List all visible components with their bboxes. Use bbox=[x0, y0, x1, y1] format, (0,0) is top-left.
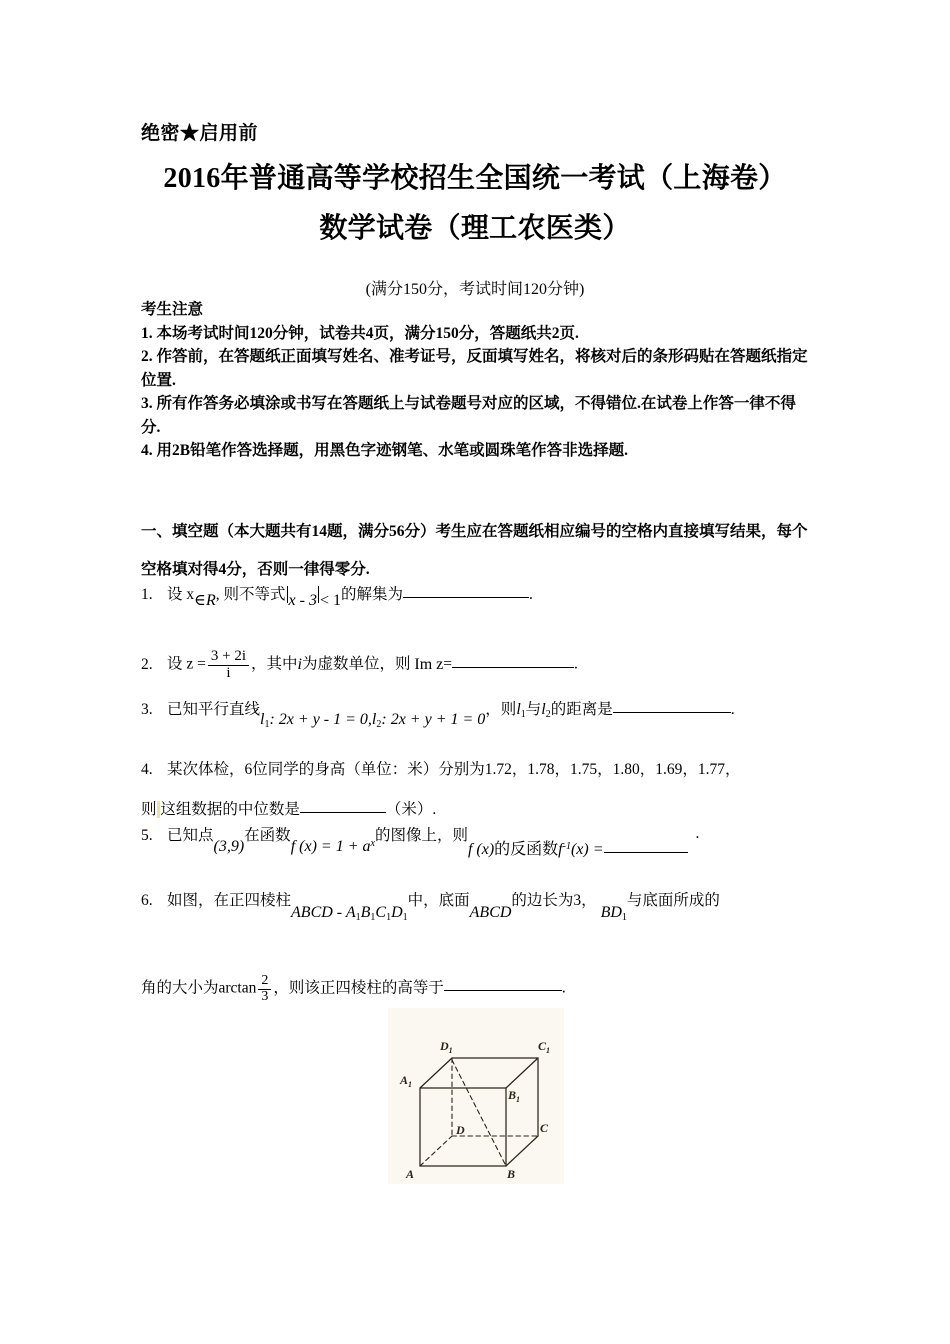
question-2-fraction bbox=[208, 649, 249, 682]
question-2-answer-blank[interactable] bbox=[452, 667, 574, 668]
notice-item-3: 3. 所有作答务必填涂或书写在答题纸上与试卷题号对应的区域，不得错位.在试卷上作答一律不得分. bbox=[141, 395, 796, 436]
question-6-text-b: 中，底面 bbox=[407, 892, 470, 909]
line1-symbol: l bbox=[260, 711, 265, 728]
question-1-text-c: 的解集为 bbox=[341, 586, 404, 603]
inverse-f: f bbox=[558, 841, 563, 858]
question-2 bbox=[141, 649, 821, 682]
question-5-math-point: (3,9) bbox=[213, 838, 245, 855]
question-1-text-a: 设 x bbox=[167, 586, 195, 603]
question-1 bbox=[141, 585, 821, 609]
question-3-answer-blank[interactable] bbox=[613, 712, 731, 713]
label-b1: $B_1$ bbox=[508, 1088, 521, 1104]
notice-item-4: 4. 用2B铅笔作答选择题，用黑色字迹钢笔、水笔或圆珠笔作答非选择题. bbox=[141, 442, 628, 459]
question-1-number: 1. bbox=[141, 586, 153, 603]
prism-label-c: C bbox=[375, 904, 387, 921]
question-4-text-b: 则 bbox=[141, 801, 157, 818]
label-d: D bbox=[456, 1123, 465, 1137]
question-3-text-d: 的距离是 bbox=[550, 701, 613, 718]
question-4-values: 1.72，1.78，1.75，1.80，1.69，1.77， bbox=[484, 761, 741, 778]
question-2-period: . bbox=[574, 655, 578, 673]
question-6-text-c: 的边长为3， bbox=[511, 892, 597, 909]
abs-bar-right-icon bbox=[318, 586, 319, 603]
prism-sub-3: 1 bbox=[386, 912, 392, 923]
question-3-period: . bbox=[730, 701, 735, 718]
exam-subtitle: (满分150分，考试时间120分钟) bbox=[365, 281, 585, 298]
question-5-math-function bbox=[291, 838, 375, 855]
notice-item-2: 2. 作答前，在答题纸正面填写姓名、准考证号，反面填写姓名，将核对后的条形码贴在答题纸指定位置. bbox=[141, 348, 808, 389]
edge-b1-c1 bbox=[506, 1058, 538, 1088]
question-5-math-inverse bbox=[468, 841, 688, 858]
bd-label: BD bbox=[600, 904, 622, 921]
question-6-number: 6. bbox=[141, 892, 153, 909]
question-3-l2: l bbox=[541, 701, 546, 718]
arctan-denominator: 3 bbox=[258, 989, 271, 1005]
line1-subscript: 1 bbox=[264, 719, 270, 730]
question-6-period: . bbox=[561, 979, 566, 997]
question-4 bbox=[141, 760, 831, 779]
notice-heading: 考生注意 bbox=[141, 301, 204, 318]
function-expression: f (x) = 1 + a bbox=[290, 838, 371, 855]
question-6-math-prism bbox=[291, 904, 408, 921]
question-2-number: 2. bbox=[141, 655, 153, 673]
question-6-text-f: ，则该正四棱柱的高等于 bbox=[273, 979, 444, 997]
question-3-text-a: 已知平行直线 bbox=[167, 701, 261, 718]
question-1-answer-blank[interactable] bbox=[403, 597, 529, 598]
prism-sub-4: 1 bbox=[402, 912, 408, 923]
question-6-answer-blank[interactable] bbox=[444, 990, 562, 991]
question-3 bbox=[141, 700, 841, 730]
question-4-number: 4. bbox=[141, 761, 153, 778]
question-4-text-c: （米）. bbox=[385, 801, 437, 818]
label-a: A bbox=[406, 1167, 415, 1181]
page-title-line1: 2016年普通高等学校招生全国统一考试（上海卷） bbox=[163, 163, 787, 194]
question-3-l1: l bbox=[516, 701, 521, 718]
edge-a1-d1 bbox=[420, 1058, 452, 1088]
line2-symbol: l bbox=[371, 711, 377, 728]
question-6-text-a: 如图，在正四棱柱 bbox=[167, 892, 292, 909]
abs-bar-left-icon bbox=[287, 586, 288, 603]
label-c: C bbox=[540, 1121, 549, 1135]
question-5-text-c: 的图像上，则 bbox=[374, 827, 468, 844]
edge-a-d bbox=[420, 1136, 452, 1166]
inverse-fx: f (x) bbox=[467, 841, 495, 858]
question-5-number: 5. bbox=[141, 827, 153, 844]
question-3-text-b: ，则 bbox=[485, 701, 517, 718]
question-5-text-b: 在函数 bbox=[244, 827, 291, 844]
question-6 bbox=[141, 891, 841, 923]
question-6-arctan: arctan bbox=[218, 979, 257, 997]
question-3-text-c: 与 bbox=[525, 701, 542, 718]
question-4-text-b2: 这组数据的中位数是 bbox=[160, 801, 300, 818]
question-4-answer-blank[interactable] bbox=[300, 812, 386, 813]
question-3-math-line1 bbox=[260, 711, 372, 728]
cube-diagram bbox=[388, 1008, 564, 1184]
edge-d1-b-diagonal bbox=[452, 1060, 506, 1166]
inverse-arg: (x) = bbox=[570, 841, 604, 858]
label-c1: $C_1$ bbox=[538, 1039, 551, 1055]
notice-item-1: 1. 本场考试时间120分钟，试卷共4页，满分150分，答题纸共2页. bbox=[141, 324, 579, 342]
question-2-text-b: ，其中 bbox=[251, 655, 298, 673]
cube-vertex-labels bbox=[399, 1039, 550, 1181]
question-5-answer-blank[interactable] bbox=[604, 852, 688, 853]
bd-subscript: 1 bbox=[621, 912, 627, 923]
edge-b-c bbox=[506, 1136, 538, 1166]
question-5-period: . bbox=[695, 825, 700, 842]
cube-diagram-svg bbox=[388, 1008, 564, 1184]
prism-label-b: B bbox=[360, 904, 371, 921]
question-2-math-i: i bbox=[297, 655, 302, 673]
page-title-line2: 数学试卷（理工农医类） bbox=[319, 213, 631, 244]
prism-sub-1: 1 bbox=[355, 912, 361, 923]
question-6-line2 bbox=[141, 974, 841, 1004]
prism-label-a: ABCD - A bbox=[291, 904, 356, 921]
candidate-notice-block bbox=[141, 298, 813, 463]
inverse-text: 的反函数 bbox=[494, 841, 559, 858]
question-1-text-b: , 则不等式 bbox=[215, 586, 286, 603]
question-6-text-e: 角的大小为 bbox=[141, 979, 219, 997]
label-d1: $D_1$ bbox=[440, 1039, 453, 1055]
question-6-math-bd bbox=[601, 904, 627, 921]
fraction-numerator: 3 + 2i bbox=[210, 648, 247, 664]
question-3-l1-sub: 1 bbox=[520, 709, 526, 720]
question-4-line2 bbox=[141, 800, 831, 819]
question-1-math-b: x - 3 bbox=[288, 592, 317, 609]
question-6-math-base: ABCD bbox=[469, 904, 512, 921]
question-1-math-c: < 1 bbox=[319, 592, 341, 609]
function-exponent: x bbox=[370, 838, 375, 849]
arctan-numerator: 2 bbox=[261, 973, 269, 988]
inverse-exponent: -1 bbox=[562, 841, 571, 852]
line2-subscript: 2 bbox=[376, 719, 382, 730]
section-heading-fill-in-blank: 一、填空题（本大题共有14题，满分56分）考生应在答题纸相应编号的空格内直接填写结果，每个空格填对得4分，否则一律得零分. bbox=[141, 523, 808, 578]
question-2-math-im: Im z bbox=[414, 655, 444, 673]
fraction-denominator: i bbox=[208, 665, 249, 682]
prism-label-d: D bbox=[391, 904, 403, 921]
prism-sub-2: 1 bbox=[370, 912, 376, 923]
question-3-math-line2 bbox=[372, 711, 485, 728]
label-a1: $A_1$ bbox=[400, 1073, 413, 1089]
secret-notice: 绝密★启用前 bbox=[141, 123, 259, 144]
line2-equation: : 2x + y + 1 = 0 bbox=[381, 711, 486, 728]
question-1-math-a: ∈R bbox=[194, 592, 216, 609]
question-3-number: 3. bbox=[141, 701, 153, 718]
question-5 bbox=[141, 825, 841, 858]
question-2-text-d: = bbox=[443, 655, 452, 673]
question-5-text-a: 已知点 bbox=[167, 827, 214, 844]
question-3-l2-sub: 2 bbox=[545, 709, 551, 720]
question-6-fraction bbox=[258, 974, 271, 1004]
question-2-text-c: 为虚数单位，则 bbox=[301, 655, 411, 673]
question-1-period: . bbox=[529, 586, 533, 603]
line1-equation: : 2x + y - 1 = 0, bbox=[269, 711, 372, 728]
label-b: B bbox=[507, 1167, 516, 1181]
question-6-text-d: 与底面所成的 bbox=[626, 892, 720, 909]
question-2-text-a: 设 z = bbox=[167, 655, 206, 673]
question-4-text-a: 某次体检，6位同学的身高（单位：米）分别为 bbox=[167, 761, 485, 778]
